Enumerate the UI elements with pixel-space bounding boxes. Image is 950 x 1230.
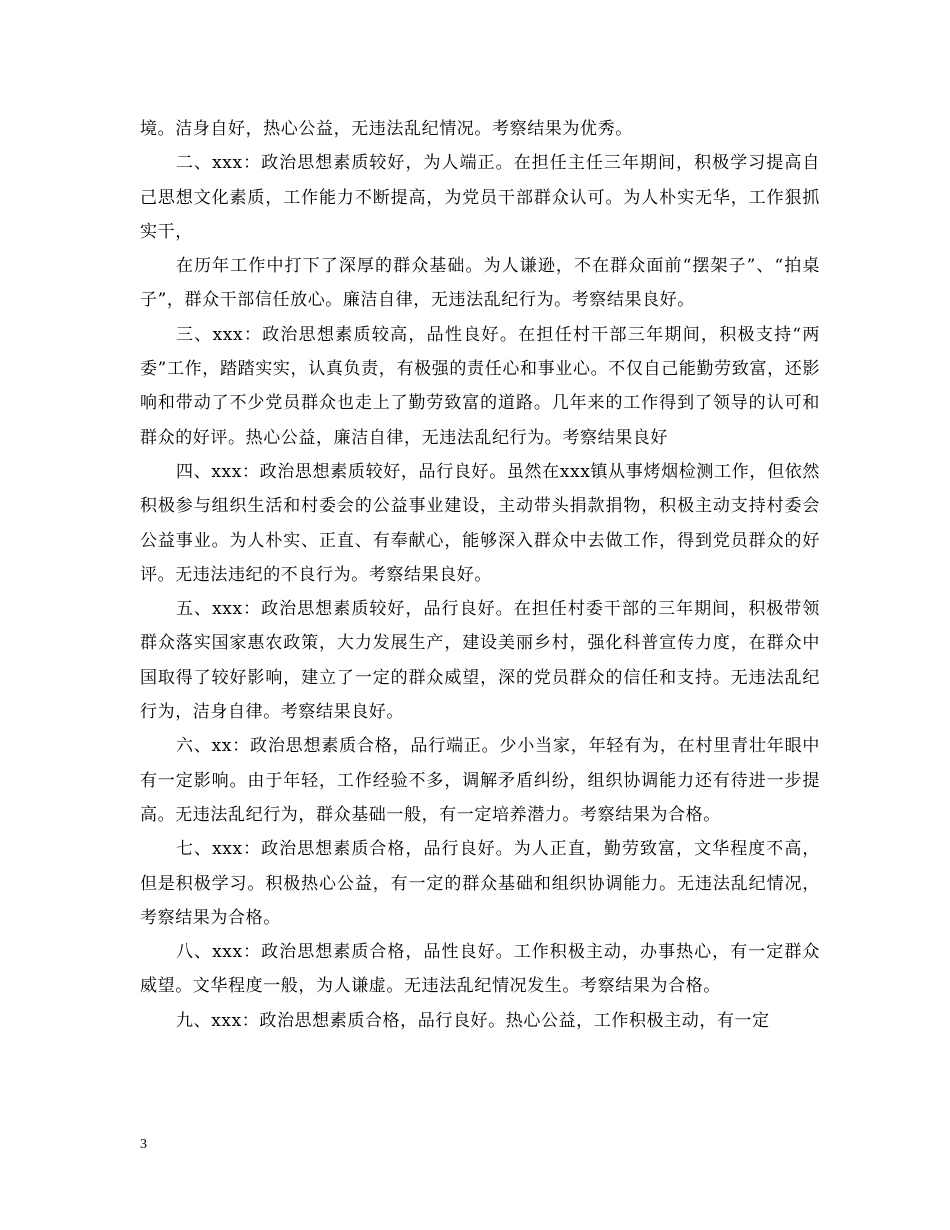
paragraph-item-6: 六、xx：政治思想素质合格，品行端正。少小当家，年轻有为，在村里青壮年眼中有一定影响。由于年轻，工作经验不多，调解矛盾纠纷，组织协调能力还有待进一步提高。无违法乱纪行为，群众基础一般，有一定培养潜力。考察结果为合格。	[140, 736, 820, 825]
paragraph-item-5: 五、xxx：政治思想素质较好，品行良好。在担任村委干部的三年期间，积极带领群众落实国家惠农政策，大力发展生产，建设美丽乡村，强化科普宣传力度，在群众中国取得了较好影响，建立了一定的群众威望，深的党员群众的信任和支持。无违法乱纪行为，洁身自律。考察结果良好。	[140, 599, 820, 723]
paragraph-item-8: 八、xxx：政治思想素质合格，品性良好。工作积极主动，办事热心，有一定群众威望。文华程度一般，为人谦虚。无违法乱纪情况发生。考察结果为合格。	[140, 942, 820, 997]
paragraph-item-9: 九、xxx：政治思想素质合格，品行良好。热心公益，工作积极主动，有一定	[176, 1010, 770, 1031]
paragraph-item-3: 三、xxx：政治思想素质较高，品性良好。在担任村干部三年期间，积极支持“两委”工作，踏踏实实，认真负责，有极强的责任心和事业心。不仅自己能勤劳致富，还影响和带动了不少党员群众也走上了勤劳致富的道路。几年来的工作得到了领导的认可和群众的好评。热心公益，廉洁自律，无违法乱纪行为。考察结果良好	[140, 324, 820, 448]
paragraph-item-2-continued: 在历年工作中打下了深厚的群众基础。为人谦逊，不在群众面前“摆架子”、“拍桌子”，群众干部信任放心。廉洁自律，无违法乱纪行为。考察结果良好。	[140, 256, 820, 311]
page-number: 3	[140, 1137, 147, 1152]
paragraph-item-4: 四、xxx：政治思想素质较好，品行良好。虽然在xxx镇从事烤烟检测工作，但依然积极参与组织生活和村委会的公益事业建设，主动带头捐款捐物，积极主动支持村委会公益事业。为人朴实、正直、有奉献心，能够深入群众中去做工作，得到党员群众的好评。无违法违纪的不良行为。考察结果良好。	[140, 461, 820, 585]
paragraph-item-2: 二、xxx：政治思想素质较好，为人端正。在担任主任三年期间，积极学习提高自己思想文化素质，工作能力不断提高，为党员干部群众认可。为人朴实无华，工作狠抓实干，	[140, 153, 820, 242]
document-body	[140, 112, 820, 1038]
paragraph-continuation: 境。洁身自好，热心公益，无违法乱纪情况。考察结果为优秀。	[140, 119, 633, 139]
paragraph-item-7: 七、xxx：政治思想素质合格，品行良好。为人正直，勤劳致富，文华程度不高，但是积极学习。积极热心公益，有一定的群众基础和组织协调能力。无违法乱纪情况，考察结果为合格。	[140, 839, 820, 928]
